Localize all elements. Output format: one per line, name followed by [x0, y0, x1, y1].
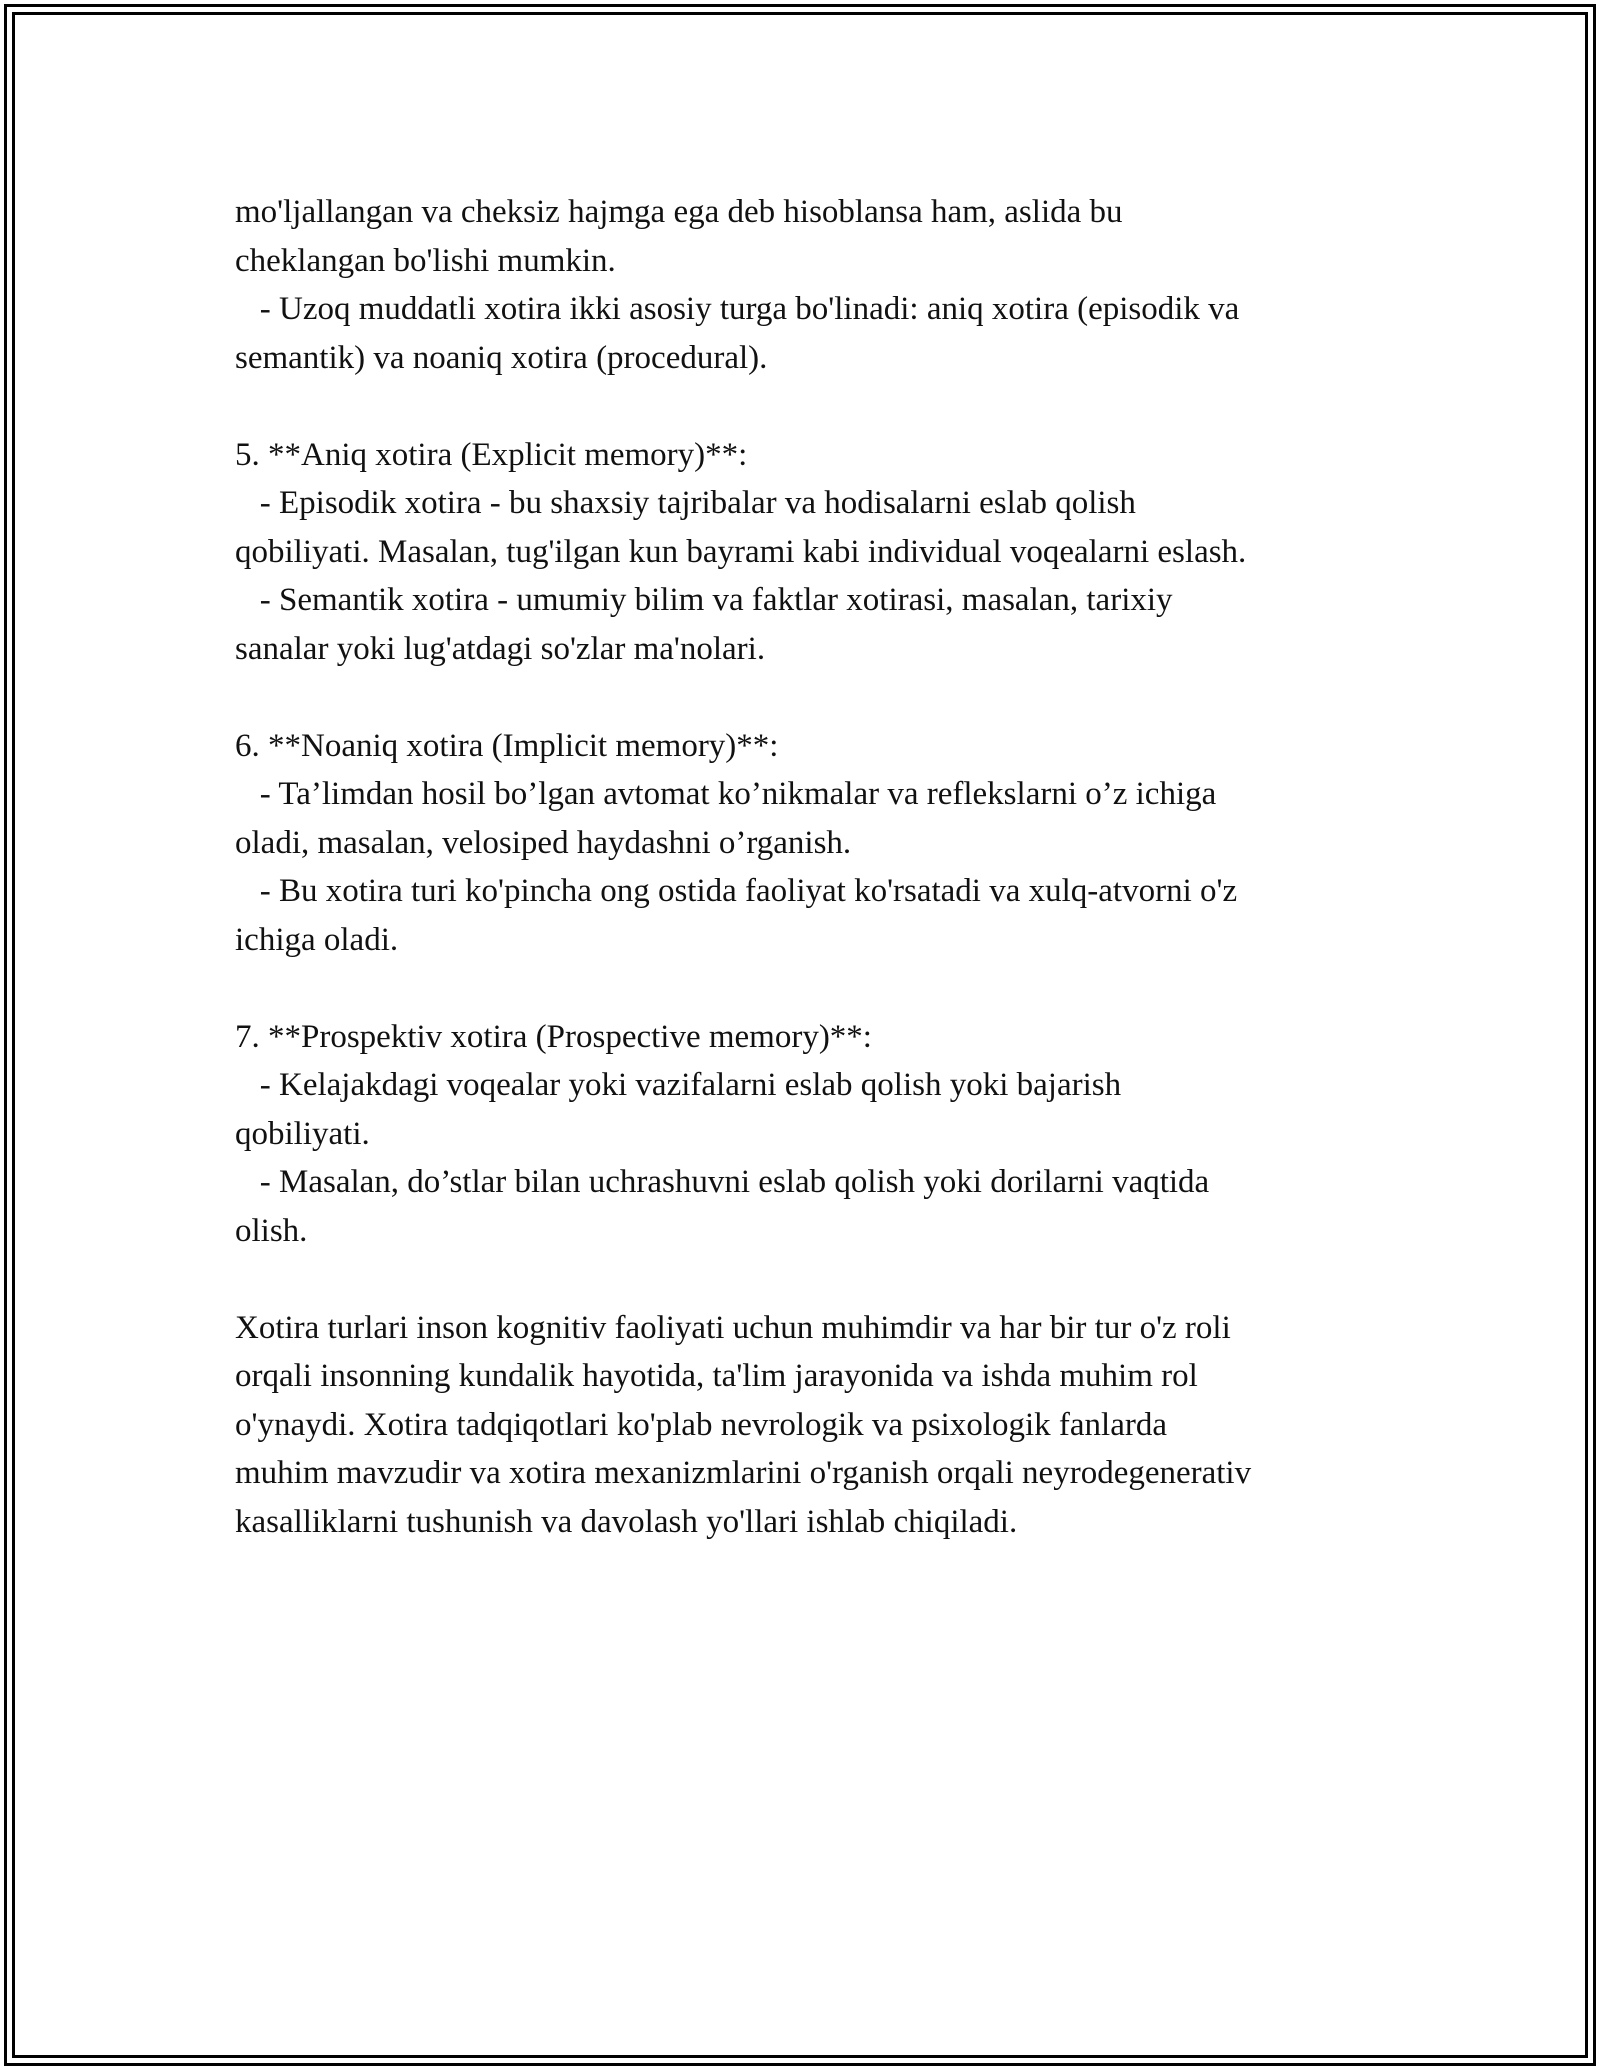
text-line: qobiliyati. Masalan, tug'ilgan kun bayrami kabi individual voqealarni eslash. [235, 533, 1247, 570]
text-line: - Bu xotira turi ko'pincha ong ostida faoliyat ko'rsatadi va xulq-atvorni o'z [235, 873, 1238, 909]
conclusion-paragraph [235, 1304, 1375, 1547]
section-explicit-memory [235, 431, 1375, 674]
text-line: orqali insonning kundalik hayotida, ta'lim jarayonida va ishda muhim rol [235, 1358, 1198, 1394]
section-implicit-memory [235, 722, 1375, 965]
text-line: oladi, masalan, velosiped haydashni o’rganish. [235, 824, 852, 861]
blank-line [235, 964, 1375, 1013]
text-line: qobiliyati. [235, 1115, 370, 1152]
text-line: ichiga oladi. [235, 921, 399, 958]
section-heading: 6. **Noaniq xotira (Implicit memory)**: [235, 727, 779, 764]
text-line: sanalar yoki lug'atdagi so'zlar ma'nolari. [235, 630, 766, 667]
section-prospective-memory [235, 1013, 1375, 1256]
text-line: - Semantik xotira - umumiy bilim va faktlar xotirasi, masalan, tarixiy [235, 582, 1173, 618]
blank-line [235, 673, 1375, 722]
blank-line [235, 382, 1375, 431]
blank-line [235, 1255, 1375, 1304]
text-line: - Ta’limdan hosil bo’lgan avtomat ko’nikmalar va reflekslarni o’z ichiga [235, 776, 1217, 812]
text-line: mo'ljallangan va cheksiz hajmga ega deb hisoblansa ham, aslida bu [235, 194, 1123, 230]
text-line: - Uzoq muddatli xotira ikki asosiy turga bo'linadi: aniq xotira (episodik va [235, 291, 1240, 327]
text-line: olish. [235, 1212, 308, 1249]
text-line: o'ynaydi. Xotira tadqiqotlari ko'plab nevrologik va psixologik fanlarda [235, 1406, 1168, 1443]
section-heading: 7. **Prospektiv xotira (Prospective memory)**: [235, 1018, 872, 1055]
text-line: muhim mavzudir va xotira mexanizmlarini o'rganish orqali neyrodegenerativ [235, 1455, 1252, 1491]
text-line: cheklangan bo'lishi mumkin. [235, 242, 616, 279]
text-line: kasalliklarni tushunish va davolash yo'llari ishlab chiqiladi. [235, 1503, 1018, 1540]
intro-paragraph [235, 188, 1375, 382]
document-body [235, 188, 1375, 1546]
text-line: - Masalan, do’stlar bilan uchrashuvni eslab qolish yoki dorilarni vaqtida [235, 1164, 1210, 1200]
text-line: Xotira turlari inson kognitiv faoliyati uchun muhimdir va har bir tur o'z roli [235, 1309, 1231, 1346]
section-heading: 5. **Aniq xotira (Explicit memory)**: [235, 436, 748, 473]
text-line: - Episodik xotira - bu shaxsiy tajribalar va hodisalarni eslab qolish [235, 485, 1136, 521]
text-line: semantik) va noaniq xotira (procedural). [235, 339, 768, 376]
text-line: - Kelajakdagi voqealar yoki vazifalarni eslab qolish yoki bajarish [235, 1067, 1122, 1103]
